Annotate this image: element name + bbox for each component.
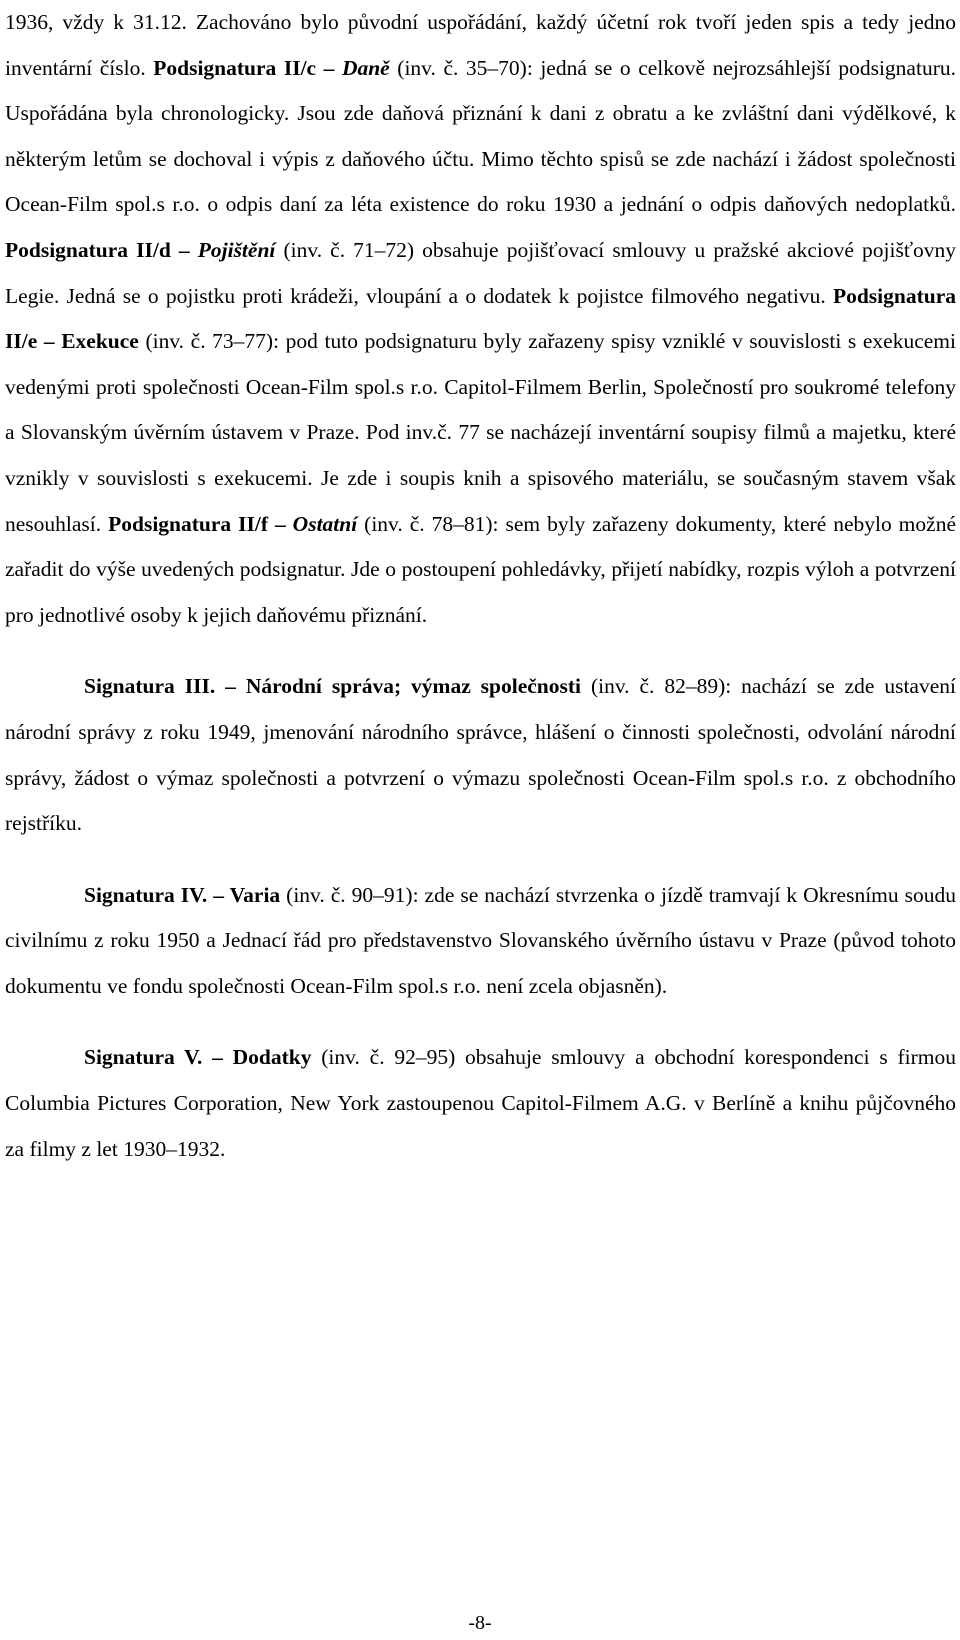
document-body <box>5 0 956 1172</box>
heading-podsignatura-iic: Podsignatura II/c – <box>153 55 342 80</box>
text-run: (inv. č. 78–81): sem byly zařazeny dokumenty, které nebylo možné zařadit do výše uvedených podsignatur. Jde o postoupení pohledávky, přijetí nabídky, rozpis výloh a potvrzení pro jednotlivé osoby k jejich daňovému přiznání. <box>5 511 956 627</box>
heading-signatura-v: Signatura V. – Dodatky <box>84 1045 312 1070</box>
paragraph-signatura-iii <box>5 664 956 846</box>
paragraph-podsignatura-ii <box>5 0 956 638</box>
heading-ostatni: Ostatní <box>292 511 358 536</box>
heading-podsignatura-iif: Podsignatura II/f – <box>108 511 293 536</box>
text-run: (inv. č. 90–91): zde se nachází stvrzenka o jízdě tramvají k Okresnímu soudu civilnímu z roku 1950 a Jednací řád pro představenstvo Slovanského úvěrního ústavu v Praze (původ tohoto dokumentu ve fondu společnosti Ocean-Film spol.s r.o. není zcela objasněn). <box>5 882 956 998</box>
text-run: (inv. č. 92–95) obsahuje smlouvy a obchodní korespondenci s firmou Columbia Pictures Corporation, New York zastoupenou Capitol-Filmem A.G. v Berlíně a knihu půjčovného za filmy z let 1930–1932. <box>5 1045 957 1161</box>
heading-dane: Daně <box>341 55 390 80</box>
paragraph-signatura-iv <box>5 873 956 1010</box>
text-run: 1936, vždy k 31.12. Zachováno bylo původní uspořádání, každý účetní rok tvoří jeden spis a tedy jedno inventární číslo. <box>5 10 956 80</box>
paragraph-signatura-v <box>5 1035 956 1172</box>
heading-podsignatura-iie: Podsignatura II/e – Exekuce <box>5 283 956 354</box>
heading-signatura-iii: Signatura III. – Národní správa; výmaz společnosti <box>84 674 582 699</box>
text-run: (inv. č. 35–70): jedná se o celkově nejrozsáhlejší podsignaturu. Uspořádána byla chronologicky. Jsou zde daňová přiznání k dani z obratu a ke zvláštní dani výdělkové, k některým letům se dochoval i výpis z daňového účtu. Mimo těchto spisů se zde nachází i žádost společnosti Ocean-Film spol.s r.o. o odpis daní za léta existence do roku 1930 a jednání o odpis daňových nedoplatků. <box>5 55 956 217</box>
page-number: -8- <box>468 1612 492 1634</box>
heading-signatura-iv: Signatura IV. – Varia <box>84 882 281 907</box>
heading-podsignatura-iid: Podsignatura II/d – <box>5 237 198 262</box>
text-run: (inv. č. 82–89): nachází se zde ustavení národní správy z roku 1949, jmenování národního správce, hlášení o činnosti společnosti, odvolání národní správy, žádost o výmaz společnosti a potvrzení o výmazu společnosti Ocean-Film spol.s r.o. z obchodního rejstříku. <box>5 674 956 836</box>
text-run: (inv. č. 73–77): pod tuto podsignaturu byly zařazeny spisy vzniklé v souvislosti s exekucemi vedenými proti společnosti Ocean-Film spol.s r.o. Capitol-Filmem Berlin, Společností pro soukromé telefony a Slovanským úvěrním ústavem v Praze. Pod inv.č. 77 se nacházejí inventární soupisy filmů a majetku, které vznikly v souvislosti s exekucemi. Je zde i soupis knih a spisového materiálu, se současným stavem však nesouhlasí. <box>5 329 956 536</box>
text-run: (inv. č. 71–72) obsahuje pojišťovací smlouvy u pražské akciové pojišťovny Legie. Jedná se o pojistku proti krádeži, vloupání a o dodatek k pojistce filmového negativu. <box>5 237 956 308</box>
heading-pojisteni: Pojištění <box>197 237 276 262</box>
